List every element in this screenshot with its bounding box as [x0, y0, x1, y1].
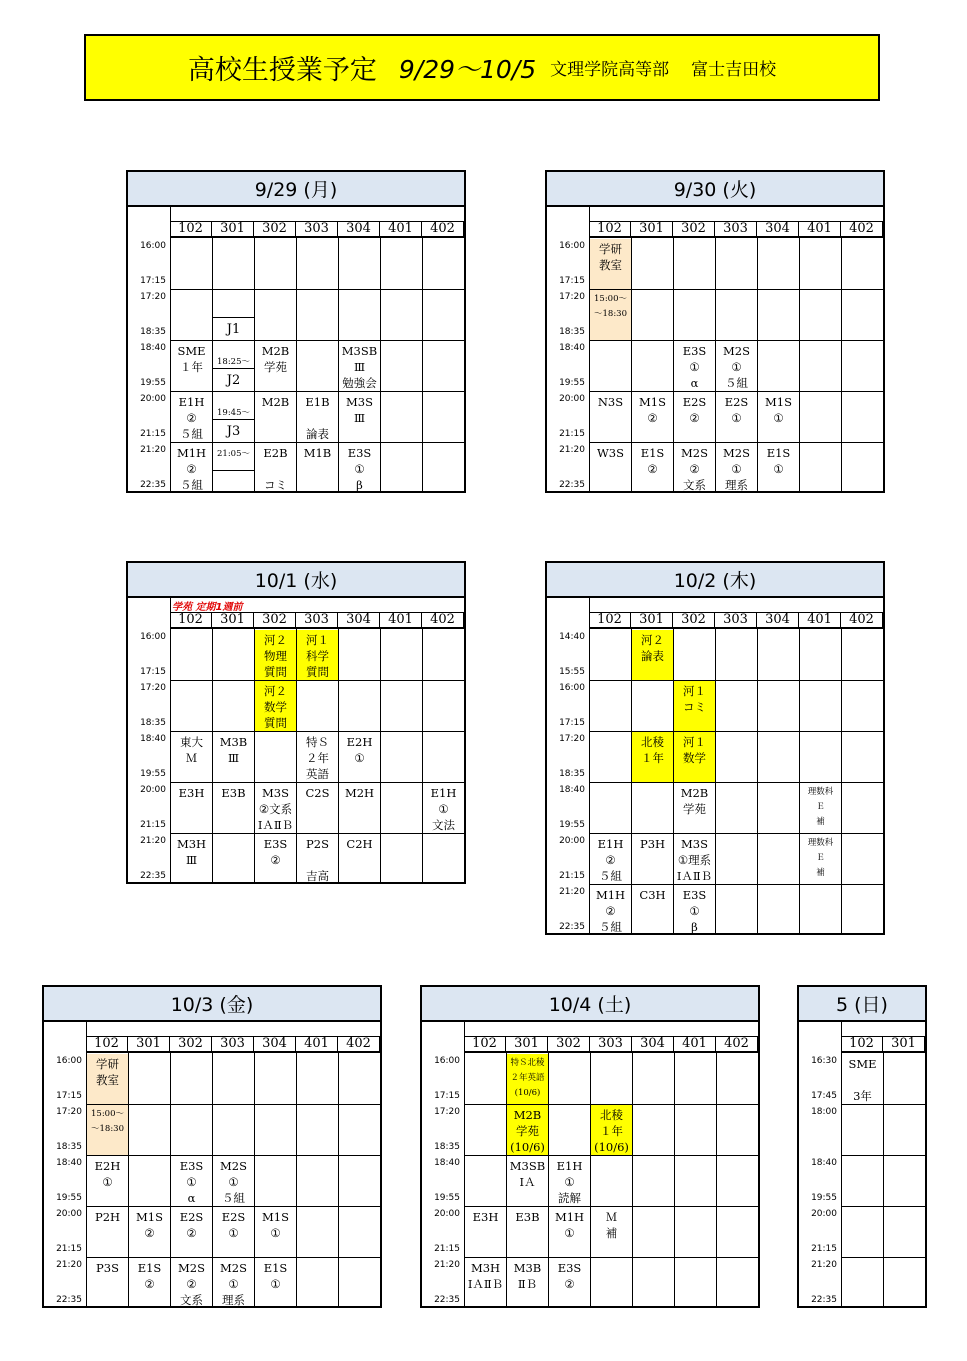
start-time: 18:40 [559, 343, 585, 353]
class-cell: E3H [178, 786, 205, 800]
grid-row-line [841, 1206, 925, 1207]
room-header: 102 [86, 1036, 128, 1053]
class-cell: M3SB Ⅲ 勉強会 [341, 344, 378, 390]
start-time: 20:00 [140, 785, 166, 795]
grid-column-line [883, 1053, 884, 1308]
end-time: 18:35 [140, 327, 166, 337]
class-cell: M2B [261, 395, 290, 409]
start-time: 16:00 [559, 683, 585, 693]
room-header: 102 [841, 1036, 883, 1053]
class-cell: E1S ① [263, 1261, 288, 1291]
j-start-time: 21:05〜 [217, 449, 250, 459]
start-time: 18:40 [140, 343, 166, 353]
day-title: 9/29 (月) [128, 172, 464, 207]
day-schedule [545, 170, 885, 493]
room-header: 302 [548, 1036, 590, 1053]
class-cell: M2S ① ５組 [220, 1159, 247, 1205]
day-title: 5 (日) [799, 987, 925, 1022]
end-time: 22:35 [811, 1295, 837, 1305]
class-cell: M1H ② ５組 [595, 888, 626, 934]
day-note: 学苑 定期1週前 [172, 602, 243, 613]
room-header: 302 [254, 612, 296, 629]
start-time: 16:00 [559, 241, 585, 251]
day-title: 9/30 (火) [547, 172, 883, 207]
class-cell: P2H [94, 1210, 121, 1224]
class-cell: C2H [346, 837, 373, 851]
end-time: 19:55 [56, 1193, 82, 1203]
class-cell: M3S Ⅲ [346, 395, 373, 425]
grid-column-line [716, 1053, 717, 1308]
grid-row-line [841, 1155, 925, 1156]
class-cell: 北稜 １年 (10/6) [591, 1105, 632, 1155]
room-header: 401 [799, 612, 841, 629]
room-header: 301 [883, 1036, 925, 1053]
class-cell: E1S ② [137, 1261, 162, 1291]
grid-column-line [925, 1053, 926, 1308]
start-time: 17:20 [140, 292, 166, 302]
grid-column-line [883, 238, 884, 493]
grid-column-line [841, 238, 842, 493]
day-schedule [420, 985, 760, 1308]
header-range: 9/29〜10/5 [398, 54, 537, 84]
room-header: 302 [254, 221, 296, 238]
class-cell: M1S ② [639, 395, 666, 425]
room-header: 102 [589, 612, 631, 629]
room-header: 304 [338, 612, 380, 629]
start-time: 16:30 [811, 1056, 837, 1066]
class-cell: M3H Ⅲ [176, 837, 207, 867]
j-start-time: 19:45〜 [217, 408, 250, 418]
start-time: 16:00 [140, 632, 166, 642]
day-title: 10/1 (水) [128, 563, 464, 598]
start-time: 18:40 [140, 734, 166, 744]
grid-column-line [338, 1053, 339, 1308]
class-cell: M1S ① [262, 1210, 289, 1240]
class-cell: 河１ 数学 [674, 732, 715, 782]
class-cell: M2B 学苑 (10/6) [507, 1105, 548, 1155]
room-header: 302 [673, 221, 715, 238]
day-schedule [545, 561, 885, 935]
end-time: 18:35 [559, 769, 585, 779]
room-header: 302 [673, 612, 715, 629]
room-header: 401 [380, 612, 422, 629]
class-cell: M3S ①理系 ⅠＡⅡＢ [676, 837, 713, 883]
room-header: 402 [716, 1036, 758, 1053]
grid-row-line [589, 680, 883, 681]
start-time: 14:40 [559, 632, 585, 642]
room-header: 102 [464, 1036, 506, 1053]
grid-column-line [464, 238, 465, 493]
end-time: 17:15 [559, 718, 585, 728]
grid-row-line [170, 289, 464, 290]
j-divider [212, 368, 254, 369]
class-cell: M1H ② ５組 [176, 446, 207, 492]
end-time: 22:35 [56, 1295, 82, 1305]
end-time: 15:55 [559, 667, 585, 677]
class-cell: W3S [596, 446, 624, 460]
room-header: 303 [296, 612, 338, 629]
end-time: 22:35 [140, 871, 166, 881]
class-cell: E3S ① β [347, 446, 372, 492]
room-header: 304 [757, 612, 799, 629]
grid-column-line [590, 1053, 591, 1308]
class-cell: C3H [639, 888, 666, 902]
end-time: 17:45 [811, 1091, 837, 1101]
class-cell: P3S [96, 1261, 119, 1275]
class-cell: E1H ② ５組 [178, 395, 205, 441]
class-cell: M2H [344, 786, 375, 800]
class-cell: N3S [597, 395, 624, 409]
end-time: 21:15 [140, 429, 166, 439]
start-time: 20:00 [811, 1209, 837, 1219]
class-cell: E2H ① [346, 735, 373, 765]
end-time: 17:15 [559, 276, 585, 286]
room-header: 303 [715, 221, 757, 238]
room-header: 301 [506, 1036, 548, 1053]
grid-column-line [674, 1053, 675, 1308]
class-cell: SME 3年 [848, 1057, 877, 1103]
class-cell: E3S ② [557, 1261, 582, 1291]
end-time: 18:35 [140, 718, 166, 728]
room-header: 304 [254, 1036, 296, 1053]
grid-row-line [841, 1257, 925, 1258]
class-cell: M2S ① 理系 [723, 446, 750, 492]
room-header: 301 [631, 612, 673, 629]
start-time: 20:00 [434, 1209, 460, 1219]
class-cell: 学研 教室 [87, 1054, 128, 1104]
j-start-time: 18:25〜 [217, 357, 250, 367]
class-cell: E1S ② [640, 446, 665, 476]
class-cell: 15:00〜 〜18:30 [87, 1105, 128, 1155]
day-schedule [126, 561, 466, 884]
start-time: 17:20 [559, 734, 585, 744]
start-time: 21:20 [559, 445, 585, 455]
class-cell: 河２ 物理 質問 [255, 630, 296, 680]
j-divider [212, 470, 254, 471]
room-header: 303 [715, 612, 757, 629]
start-time: 20:00 [56, 1209, 82, 1219]
start-time: 18:40 [559, 785, 585, 795]
end-time: 21:15 [559, 871, 585, 881]
class-cell: 15:00〜 〜18:30 [590, 290, 631, 340]
class-cell: M1B [303, 446, 332, 460]
end-time: 19:55 [811, 1193, 837, 1203]
end-time: 21:15 [434, 1244, 460, 1254]
grid-column-line [758, 1053, 759, 1308]
room-header: 102 [170, 612, 212, 629]
start-time: 16:00 [56, 1056, 82, 1066]
end-time: 19:55 [434, 1193, 460, 1203]
room-header: 102 [170, 221, 212, 238]
class-cell: C2S [305, 786, 330, 800]
class-cell: P3H [639, 837, 666, 851]
room-header: 102 [589, 221, 631, 238]
day-schedule [797, 985, 927, 1308]
grid-row-line [170, 340, 464, 341]
end-time: 21:15 [811, 1244, 837, 1254]
class-cell: M1S ① [765, 395, 792, 425]
class-cell: M2S ① ５組 [723, 344, 750, 390]
end-time: 21:15 [140, 820, 166, 830]
j-divider [212, 317, 254, 318]
grid-column-line [422, 629, 423, 884]
start-time: 21:20 [811, 1260, 837, 1270]
end-time: 17:15 [56, 1091, 82, 1101]
header-campus: 富士吉田校 [691, 60, 777, 80]
class-cell: M3H ⅠＡⅡＢ [467, 1261, 504, 1291]
room-header: 401 [799, 221, 841, 238]
room-header: 303 [212, 1036, 254, 1053]
room-header: 401 [380, 221, 422, 238]
class-cell: E2S ① [724, 395, 749, 425]
room-header: 301 [631, 221, 673, 238]
page-header [84, 34, 880, 101]
end-time: 21:15 [56, 1244, 82, 1254]
end-time: 18:35 [559, 327, 585, 337]
day-schedule [42, 985, 382, 1308]
start-time: 20:00 [140, 394, 166, 404]
class-cell: 北稜 １年 [632, 732, 673, 782]
class-cell: E2H ① [94, 1159, 121, 1189]
start-time: 21:20 [140, 445, 166, 455]
j-block-label: J1 [226, 322, 241, 337]
header-title: 高校生授業予定 [187, 55, 377, 86]
room-header: 401 [674, 1036, 716, 1053]
end-time: 19:55 [140, 769, 166, 779]
class-cell: 河２ 論表 [632, 630, 673, 680]
class-cell: E1B 論表 [305, 395, 330, 441]
class-cell: E1H ② ５組 [597, 837, 624, 883]
day-schedule [126, 170, 466, 493]
class-cell: E3H [472, 1210, 499, 1224]
room-header: 304 [632, 1036, 674, 1053]
j-block-label: J2 [226, 373, 241, 388]
grid-column-line [883, 629, 884, 935]
class-cell: M3S ②文系 ⅠＡⅡＢ [257, 786, 294, 832]
class-cell: E1H ① 読解 [556, 1159, 583, 1205]
start-time: 18:40 [56, 1158, 82, 1168]
grid-column-line [296, 1053, 297, 1308]
j-block-label: J3 [226, 424, 241, 439]
grid-column-line [422, 238, 423, 493]
class-cell: E1S ① [766, 446, 791, 476]
start-time: 16:00 [434, 1056, 460, 1066]
grid-column-line [632, 1053, 633, 1308]
start-time: 17:20 [434, 1107, 460, 1117]
grid-row-line [589, 289, 883, 290]
class-cell: E2S ② [179, 1210, 204, 1240]
room-header: 301 [212, 221, 254, 238]
class-cell: M2S ② 文系 [178, 1261, 205, 1307]
start-time: 17:20 [559, 292, 585, 302]
grid-column-line [380, 1053, 381, 1308]
end-time: 19:55 [140, 378, 166, 388]
day-title: 10/2 (木) [547, 563, 883, 598]
class-cell: E1H ① 文法 [430, 786, 457, 832]
end-time: 17:15 [434, 1091, 460, 1101]
room-header: 402 [841, 612, 883, 629]
class-cell: 理数科 Ｅ 補 [807, 787, 834, 827]
room-header: 402 [338, 1036, 380, 1053]
grid-row-line [841, 1104, 925, 1105]
grid-column-line [464, 629, 465, 884]
room-header: 304 [757, 221, 799, 238]
class-cell: 河１ コミ [674, 681, 715, 731]
class-cell: M3B ⅡＢ [513, 1261, 542, 1291]
room-header: 402 [841, 221, 883, 238]
grid-column-line [799, 238, 800, 493]
grid-row-line [86, 1104, 380, 1105]
end-time: 17:15 [140, 276, 166, 286]
class-cell: 理数科 Ｅ 補 [807, 838, 834, 878]
room-header: 301 [212, 612, 254, 629]
class-cell: E2S ① [221, 1210, 246, 1240]
end-time: 22:35 [559, 480, 585, 490]
class-cell: M1S ② [136, 1210, 163, 1240]
end-time: 17:15 [140, 667, 166, 677]
start-time: 17:20 [56, 1107, 82, 1117]
room-header: 401 [296, 1036, 338, 1053]
day-title: 10/3 (金) [44, 987, 380, 1022]
start-time: 20:00 [559, 394, 585, 404]
j-divider [212, 419, 254, 420]
class-cell: E2B コミ [263, 446, 288, 492]
start-time: 16:00 [140, 241, 166, 251]
end-time: 22:35 [434, 1295, 460, 1305]
end-time: 18:35 [56, 1142, 82, 1152]
class-cell: 特Ｓ北稜 ２年英語 (10/6) [507, 1054, 548, 1104]
start-time: 21:20 [56, 1260, 82, 1270]
class-cell: E3S ① β [682, 888, 707, 934]
class-cell: 東大 Ｍ [180, 735, 203, 765]
end-time: 18:35 [434, 1142, 460, 1152]
start-time: 21:20 [140, 836, 166, 846]
class-cell: E3B [221, 786, 246, 800]
class-cell: 学研 教室 [590, 239, 631, 289]
start-time: 17:20 [140, 683, 166, 693]
end-time: 22:35 [140, 480, 166, 490]
start-time: 18:40 [434, 1158, 460, 1168]
room-header: 303 [296, 221, 338, 238]
class-cell: M2B 学苑 [680, 786, 709, 816]
class-cell: M3B Ⅲ [219, 735, 248, 765]
end-time: 19:55 [559, 378, 585, 388]
room-header: 302 [170, 1036, 212, 1053]
class-cell: M3SB ⅠＡ [509, 1159, 546, 1189]
end-time: 21:15 [559, 429, 585, 439]
class-cell: M1H ① [554, 1210, 585, 1240]
class-cell: E3S ② [263, 837, 288, 867]
class-cell: 河２ 数学 質問 [255, 681, 296, 731]
class-cell: E3B [515, 1210, 540, 1224]
start-time: 21:20 [559, 887, 585, 897]
room-header: 402 [422, 612, 464, 629]
header-school: 文理学院高等部 [550, 60, 670, 80]
room-header: 304 [338, 221, 380, 238]
start-time: 18:00 [811, 1107, 837, 1117]
class-cell: SME １年 [177, 344, 206, 374]
start-time: 21:20 [434, 1260, 460, 1270]
end-time: 22:35 [559, 922, 585, 932]
day-title: 10/4 (土) [422, 987, 758, 1022]
room-header: 303 [590, 1036, 632, 1053]
class-cell: E2S ② [682, 395, 707, 425]
grid-column-line [380, 629, 381, 884]
class-cell: 河１ 科学 質問 [297, 630, 338, 680]
class-cell: 特Ｓ ２年 英語 [306, 735, 329, 781]
class-cell: M2S ② 文系 [681, 446, 708, 492]
room-header: 402 [422, 221, 464, 238]
class-cell: M2B 学苑 [261, 344, 290, 374]
class-cell: E3S ① α [682, 344, 707, 390]
class-cell: E3S ① α [179, 1159, 204, 1205]
class-cell: Ｍ 補 [605, 1210, 618, 1240]
class-cell: M2S ① 理系 [220, 1261, 247, 1307]
class-cell: P2S 吉高 [306, 837, 329, 883]
start-time: 18:40 [811, 1158, 837, 1168]
end-time: 19:55 [559, 820, 585, 830]
start-time: 20:00 [559, 836, 585, 846]
grid-row-line [170, 680, 464, 681]
room-header: 301 [128, 1036, 170, 1053]
grid-column-line [380, 238, 381, 493]
